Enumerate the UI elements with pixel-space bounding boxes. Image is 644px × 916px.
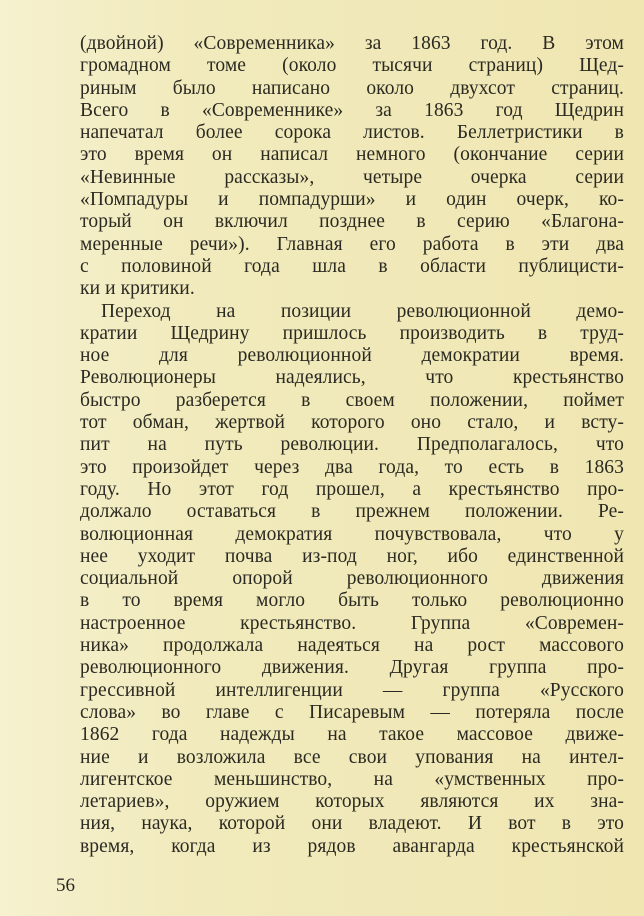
text-line: кратии Щедрину пришлось производить в труд- <box>80 322 624 344</box>
text-line: ки и критики. <box>80 278 195 300</box>
text-line: Переход на позиции революционной демо- <box>101 300 624 322</box>
text-line: меренные речи»). Главная его работа в эти два <box>80 233 624 255</box>
text-line: Всего в «Современнике» за 1863 год Щедрин <box>80 99 624 121</box>
text-line: время, когда из рядов авангарда крестьянской <box>80 835 624 857</box>
text-line: настроенное крестьянство. Группа «Современ- <box>80 612 624 634</box>
text-line: летариев», оружием которых являются их зна- <box>80 791 624 813</box>
text-line: «Помпадуры и помпадурши» и один очерк, ко- <box>80 189 624 211</box>
text-line: должало оставаться в прежнем положении. Ре- <box>80 501 624 523</box>
text-line: социальной опорой революционного движения <box>80 568 624 590</box>
text-line: риным было написано около двухсот страниц. <box>80 77 624 99</box>
text-line: тот обман, жертвой которого оно стало, и всту- <box>80 412 624 434</box>
paragraph <box>80 301 624 858</box>
text-line: торый он включил позднее в серию «Благона- <box>80 211 624 233</box>
text-line: быстро разберется в своем положении, поймет <box>80 389 624 411</box>
text-line: ния, наука, которой они владеют. И вот в это <box>80 813 624 835</box>
text-line: революционного движения. Другая группа про- <box>80 657 624 679</box>
text-line: это произойдет через два года, то есть в 1863 <box>80 456 624 478</box>
paragraph <box>80 33 624 301</box>
text-line: это время он написал немного (окончание серии <box>80 144 624 166</box>
text-line: громадном томе (около тысячи страниц) Щед- <box>80 55 624 77</box>
text-line: (двойной) «Современника» за 1863 год. В этом <box>80 33 624 54</box>
text-line: ное для революционной демократии время. <box>80 345 624 367</box>
body-text <box>80 33 624 858</box>
text-line: с половиной года шла в области публицисти- <box>80 255 624 277</box>
text-line: волюционная демократия почувствовала, что у <box>80 523 624 545</box>
text-line: нее уходит почва из-под ног, ибо единственной <box>80 545 624 567</box>
text-line: слова» во главе с Писаревым — потеряла после <box>80 701 624 723</box>
text-line: Революционеры надеялись, что крестьянство <box>80 367 624 389</box>
text-line: «Невинные рассказы», четыре очерка серии <box>80 166 624 188</box>
text-line: лигентское меньшинство, на «умственных про- <box>80 768 624 790</box>
text-line: грессивной интеллигенции — группа «Русского <box>80 679 624 701</box>
text-line: ника» продолжала надеяться на рост массового <box>80 635 624 657</box>
text-line: 1862 года надежды на такое массовое движе- <box>80 724 624 746</box>
text-line: напечатал более сорока листов. Беллетристики в <box>80 122 624 144</box>
text-line: году. Но этот год прошел, а крестьянство про- <box>80 478 624 500</box>
text-line: ние и возложила все свои упования на интел- <box>80 746 624 768</box>
page-number: 56 <box>56 875 75 896</box>
text-line: в то время могло быть только революционно <box>80 590 624 612</box>
text-line: пит на путь революции. Предполагалось, что <box>80 434 624 456</box>
